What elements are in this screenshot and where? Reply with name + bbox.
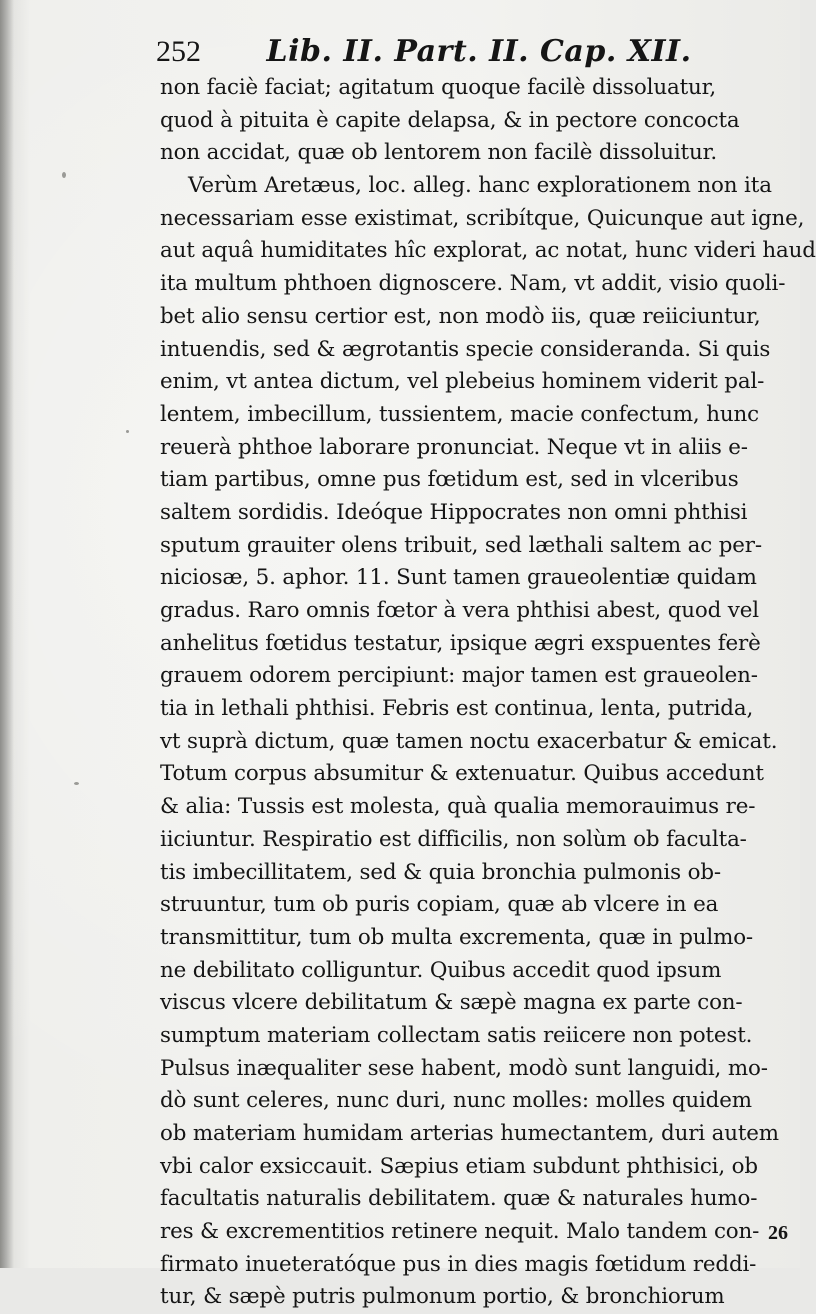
text-line: lentem, imbecillum, tussientem, macie confectum, hunc [160, 401, 759, 427]
paper-speck [74, 782, 79, 785]
text-line: tis imbecillitatem, sed & quia bronchia pulmonis ob- [160, 859, 721, 885]
text-line: non accidat, quæ ob lentorem non facilè dissoluitur. [160, 140, 717, 166]
paper-speck [62, 172, 66, 178]
gutter-shadow [0, 0, 14, 1268]
text-line: facultatis naturalis debilitatem. quæ & naturales humo- [160, 1186, 758, 1212]
text-line: anhelitus fœtidus testatur, ipsique ægri exspuentes ferè [160, 630, 761, 656]
text-line: tur, & sæpè putris pulmonum portio, & bronchiorum [160, 1284, 725, 1310]
paper-speck [126, 430, 129, 433]
text-line: quod à pituita è capite delapsa, & in pectore concocta [160, 107, 740, 133]
text-line: vbi calor exsiccauit. Sæpius etiam subdunt phthisici, ob [160, 1153, 758, 1179]
text-line: Verùm Aretæus, loc. alleg. hanc explorationem non ita [188, 173, 772, 199]
text-line: sumptum materiam collectam satis reiicere non potest. [160, 1022, 753, 1048]
text-line: necessariam esse existimat, scribítque, Quicunque aut igne, [160, 205, 805, 231]
text-line: niciosæ, 5. aphor. 11. Sunt tamen graueolentiæ quidam [160, 565, 757, 591]
text-line: res & excrementitios retinere nequit. Malo tandem con- [160, 1219, 760, 1245]
text-line: non faciè faciat; agitatum quoque facilè dissoluatur, [160, 75, 717, 100]
text-line: tiam partibus, omne pus fœtidum est, sed in vlceribus [160, 467, 739, 493]
text-line: intuendis, sed & ægrotantis specie consideranda. Si quis [160, 336, 771, 362]
text-line: aut aquâ humiditates hîc explorat, ac notat, hunc videri haud [160, 238, 816, 264]
text-line: viscus vlcere debilitatum & sæpè magna ex parte con- [160, 990, 743, 1016]
text-line: gradus. Raro omnis fœtor à vera phthisi abest, quod vel [160, 598, 759, 623]
body-text [160, 72, 816, 1314]
text-line: bet alio sensu certior est, non modò iis, quæ reiiciuntur, [160, 303, 761, 329]
text-line: firmato inueteratóque pus in dies magis fœtidum reddi- [160, 1251, 757, 1277]
text-line: struuntur, tum ob puris copiam, quæ ab vlcere in ea [160, 892, 719, 918]
text-line: saltem sordidis. Ideóque Hippocrates non omni phthisi [160, 499, 748, 525]
text-line: ita multum phthoen dignoscere. Nam, vt addit, visio quoli- [160, 271, 786, 297]
text-line: tia in lethali phthisi. Febris est continua, lenta, putrida, [160, 696, 754, 722]
text-line: Pulsus inæqualiter sese habent, modò sunt languidi, mo- [160, 1055, 768, 1081]
text-line: grauem odorem percipiunt: major tamen est graueolen- [160, 663, 758, 689]
text-line: & alia: Tussis est molesta, quà qualia memorauimus re- [160, 794, 756, 820]
catchword: 26 [768, 1222, 788, 1244]
page-header [156, 32, 716, 72]
text-line: Totum corpus absumitur & extenuatur. Quibus accedunt [160, 761, 764, 787]
text-line: sputum grauiter olens tribuit, sed læthali saltem ac per- [160, 532, 762, 558]
text-line: reuerà phthoe laborare pronunciat. Neque vt in aliis e- [160, 434, 748, 460]
running-head: Lib. II. Part. II. Cap. XII. [266, 34, 692, 69]
page-number: 252 [156, 35, 201, 68]
text-line: enim, vt antea dictum, vel plebeius hominem viderit pal- [160, 369, 765, 395]
text-line: dò sunt celeres, nunc duri, nunc molles: molles quidem [160, 1088, 752, 1114]
text-line: vt suprà dictum, quæ tamen noctu exacerbatur & emicat. [160, 728, 778, 754]
text-line: ob materiam humidam arterias humectantem, duri autem [160, 1121, 779, 1146]
text-line: ne debilitato colliguntur. Quibus accedit quod ipsum [160, 957, 722, 983]
text-line: iiciuntur. Respiratio est difficilis, non solùm ob faculta- [160, 826, 747, 852]
text-line: transmittitur, tum ob multa excrementa, quæ in pulmo- [160, 924, 754, 950]
